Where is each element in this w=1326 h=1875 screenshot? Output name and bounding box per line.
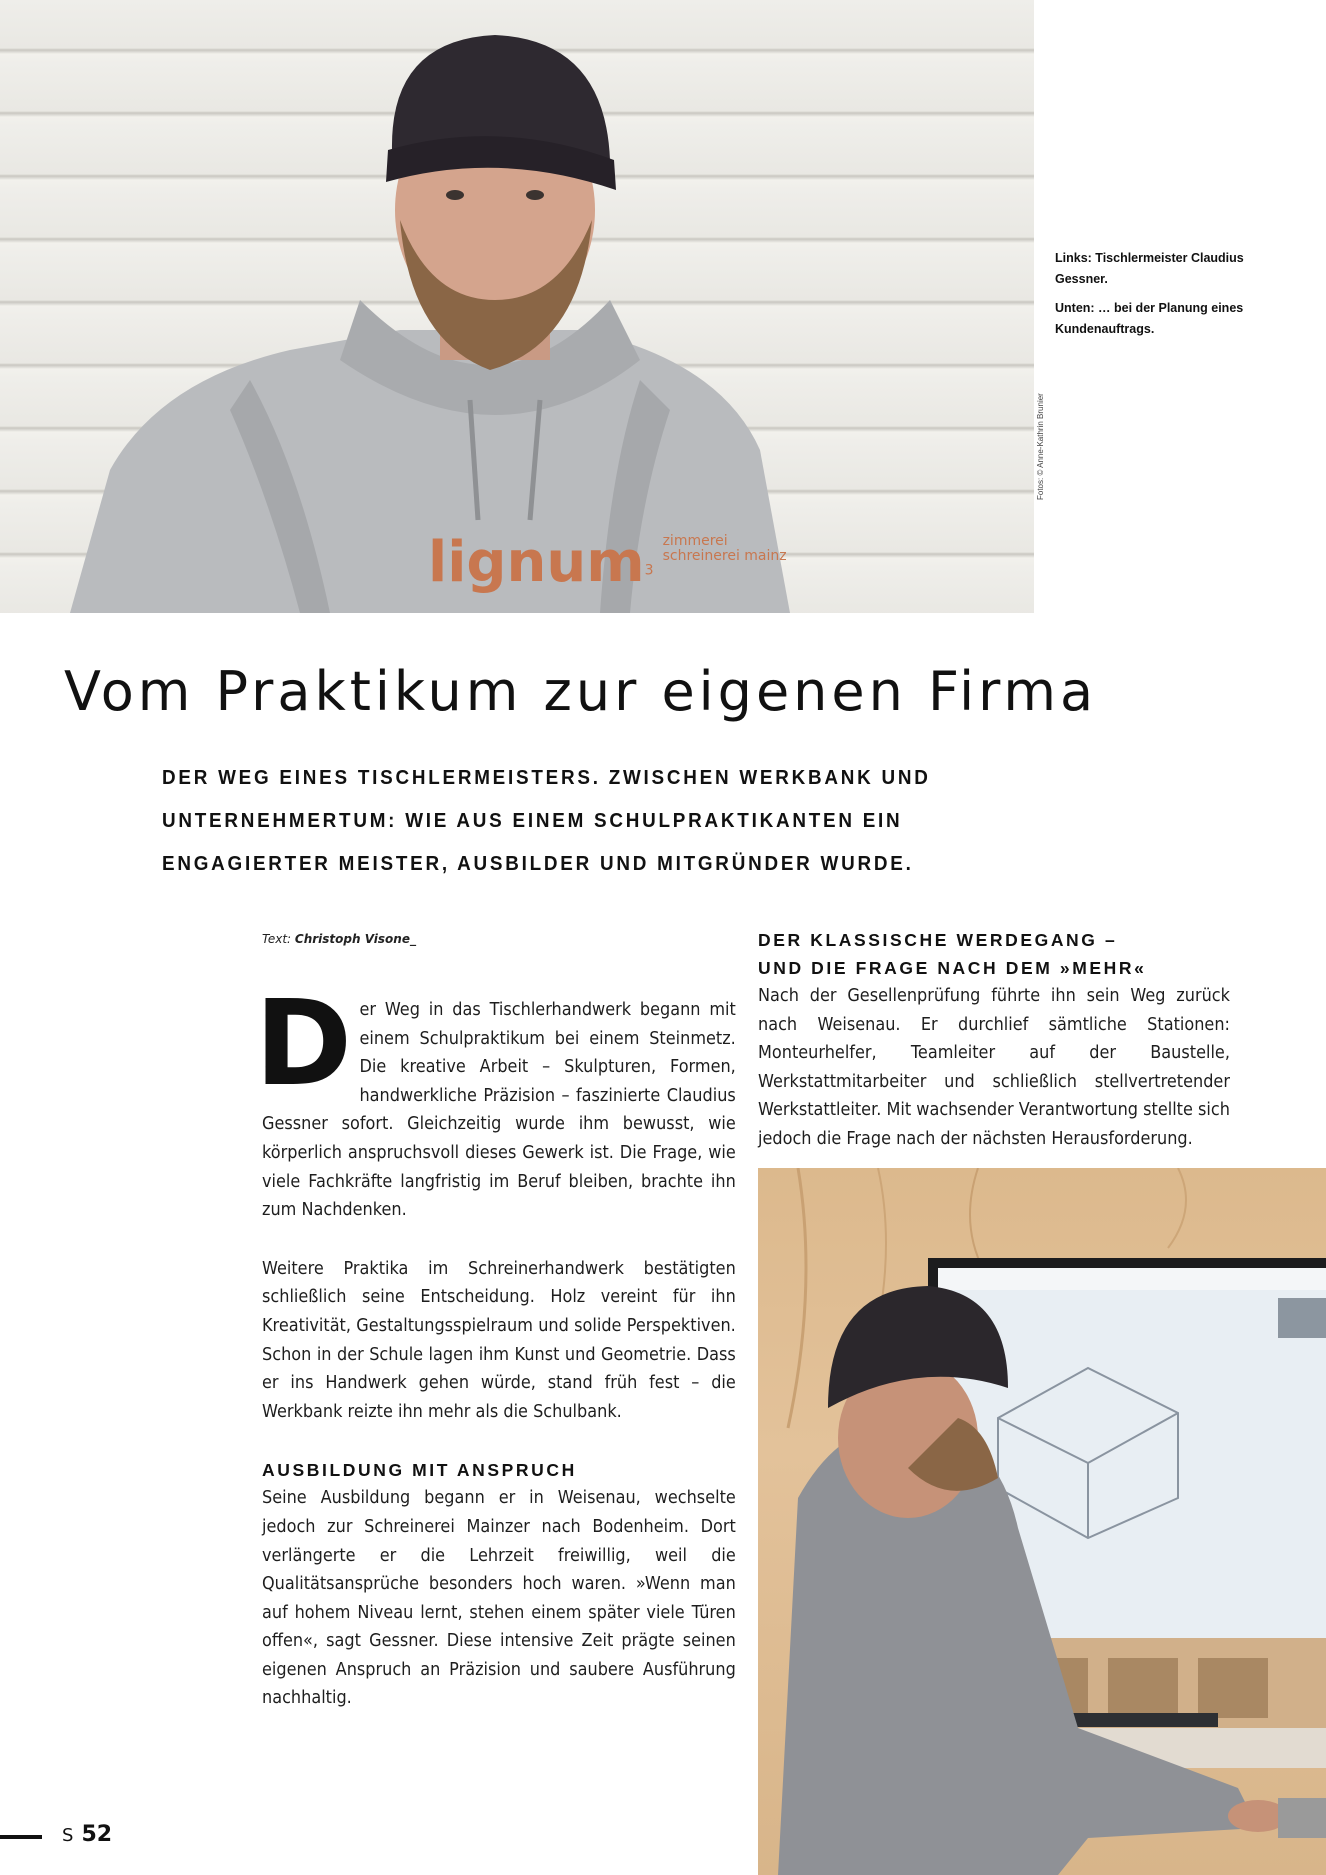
workstation-photo-illustration: [758, 1168, 1326, 1875]
workstation-photo: [758, 1168, 1326, 1875]
paragraph-1-wrap: [254, 974, 736, 1225]
caption-left: Links: Tischlermeister Claudius Gessner.: [1055, 251, 1244, 286]
author-label: Text:: [262, 932, 295, 946]
paragraph-1: er Weg in das Tischlerhandwerk begann mit einem Schulpraktikum bei einem Steinmetz. Die kreative Arbeit – Skulpturen, Formen, handwerkliche Präzision – faszinierte Claudius Gessner sofort. Gleichzeitig wurde ihm bewusst, wie körperlich anspruchsvoll dieses Gewerk ist. Die Frage, wie viele Fachkräfte langfristig im Beruf bleiben, brachte ihn zum Nachdenken.: [262, 1000, 736, 1221]
folio-section: S: [62, 1825, 74, 1846]
author-line: [262, 932, 736, 946]
drop-cap: D: [254, 974, 353, 1112]
author-name: Christoph Visone_: [294, 932, 416, 946]
subheading-werdegang-line2: UND DIE FRAGE NACH DEM »MEHR«: [758, 958, 1147, 978]
hero-photo: [0, 0, 1034, 613]
caption-below: Unten: … bei der Planung eines Kundenauftrags.: [1055, 301, 1244, 336]
hero-photo-illustration: [0, 0, 1034, 613]
left-column: [254, 932, 736, 1713]
page-number: [62, 1822, 112, 1847]
opening-paragraph: [254, 974, 736, 1225]
photo-credit: Fotos: © Anne-Kathrin Brunier: [1036, 393, 1045, 500]
lead-paragraph: DER WEG EINES TISCHLERMEISTERS. ZWISCHEN WERKBANK UND UNTERNEHMERTUM: WIE AUS EINEM SCHULPRAKTIKANTEN EIN ENGAGIERTER MEISTER, AUSBILDER UND MITGRÜNDER WURDE.: [162, 766, 931, 875]
hoodie-logo-line1: zimmerei: [662, 533, 728, 549]
photo-captions: [1055, 248, 1265, 348]
hero-hoodie-logo: [428, 530, 787, 595]
folio-rule: [0, 1835, 42, 1839]
hoodie-logo-line2: schreinerei mainz: [662, 548, 787, 564]
folio-page: 52: [81, 1822, 113, 1847]
paragraph-4: Nach der Gesellenprüfung führte ihn sein Weg zurück nach Weisenau. Er durchlief sämtliche Stationen: Monteurhelfer, Teamleiter auf der Baustelle, Werkstattmitarbeiter und schließlich stellvertretender Werkstattleiter. Mit wachsender Verantwortung stellte sich jedoch die Frage nach der nächsten Herausforderung.: [758, 986, 1230, 1149]
paragraph-2: Weitere Praktika im Schreinerhandwerk bestätigten schließlich seine Entscheidung. Holz vereint für ihn Kreativität, Gestaltungsspielraum und solide Perspektiven. Schon in der Schule lagen ihm Kunst und Geometrie. Dass er ins Handwerk gehen würde, stand früh fest – die Werkbank reizte ihn mehr als die Schulbank.: [262, 1258, 736, 1422]
subheading-werdegang: [758, 926, 1230, 982]
page-title: Vom Praktikum zur eigenen Firma: [64, 660, 1098, 723]
hoodie-logo-sup: 3: [644, 562, 654, 579]
subheading-ausbildung: AUSBILDUNG MIT ANSPRUCH: [262, 1460, 577, 1481]
hoodie-logo-brand: lignum: [428, 530, 645, 595]
subheading-werdegang-line1: DER KLASSISCHE WERDEGANG –: [758, 930, 1118, 950]
right-column: [758, 926, 1230, 1154]
paragraph-3: Seine Ausbildung begann er in Weisenau, wechselte jedoch zur Schreinerei Mainzer nach Bodenheim. Dort verlängerte er die Lehrzeit freiwillig, weil die Qualitätsansprüche besonders hoch waren. »Wenn man auf hohem Niveau lernt, stehen einem später viele Türen offen«, sagt Gessner. Diese intensive Zeit prägte seinen eigenen Anspruch an Präzision und saubere Ausführung nachhaltig.: [262, 1488, 736, 1709]
